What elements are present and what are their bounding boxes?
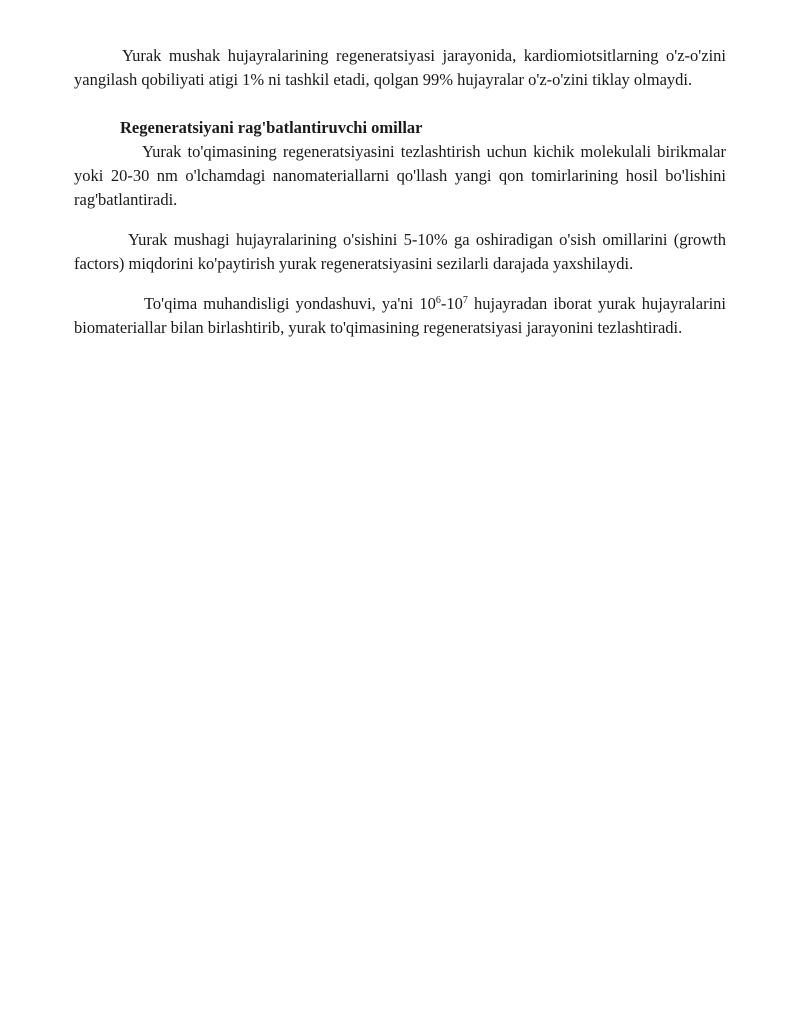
p4-text-before: To'qima muhandisligi yondashuvi, ya'ni 10 [144,294,436,313]
paragraph-growth-factors: Yurak mushagi hujayralarining o'sishini 5-10% ga oshiradigan o'sish omillarini (growth factors) miqdorini ko'paytirish yurak regeneratsiyasini sezilarli darajada yaxshilaydi. [74,230,726,273]
section-heading: Regeneratsiyani rag'batlantiruvchi omillar [120,118,423,137]
paragraph-regeneration-rate: Yurak mushak hujayralarining regeneratsiyasi jarayonida, kardiomiotsitlarning o'z-o'zini yangilash qobiliyati atigi 1% ni tashkil etadi, qolgan 99% hujayralar o'z-o'zini tiklay olmaydi. [74,46,726,89]
document-page [74,44,726,340]
p4-text-after: hujayradan iborat yurak hujayralarini biomateriallar bilan birlashtirib, yurak to'qimasining regeneratsiyasi jarayonini tezlashtiradi. [74,294,726,337]
paragraph-tissue-engineering [74,292,726,340]
p4-text-mid: -10 [440,294,463,313]
exponent-7: 7 [462,295,468,306]
exponent-6: 6 [435,295,441,306]
paragraph-nanomaterials: Yurak to'qimasining regeneratsiyasini tezlashtirish uchun kichik molekulali birikmalar yoki 20-30 nm o'lchamdagi nanomateriallarni qo'llash yangi qon tomirlarining hosil bo'lishini rag'batlantiradi. [74,142,726,209]
